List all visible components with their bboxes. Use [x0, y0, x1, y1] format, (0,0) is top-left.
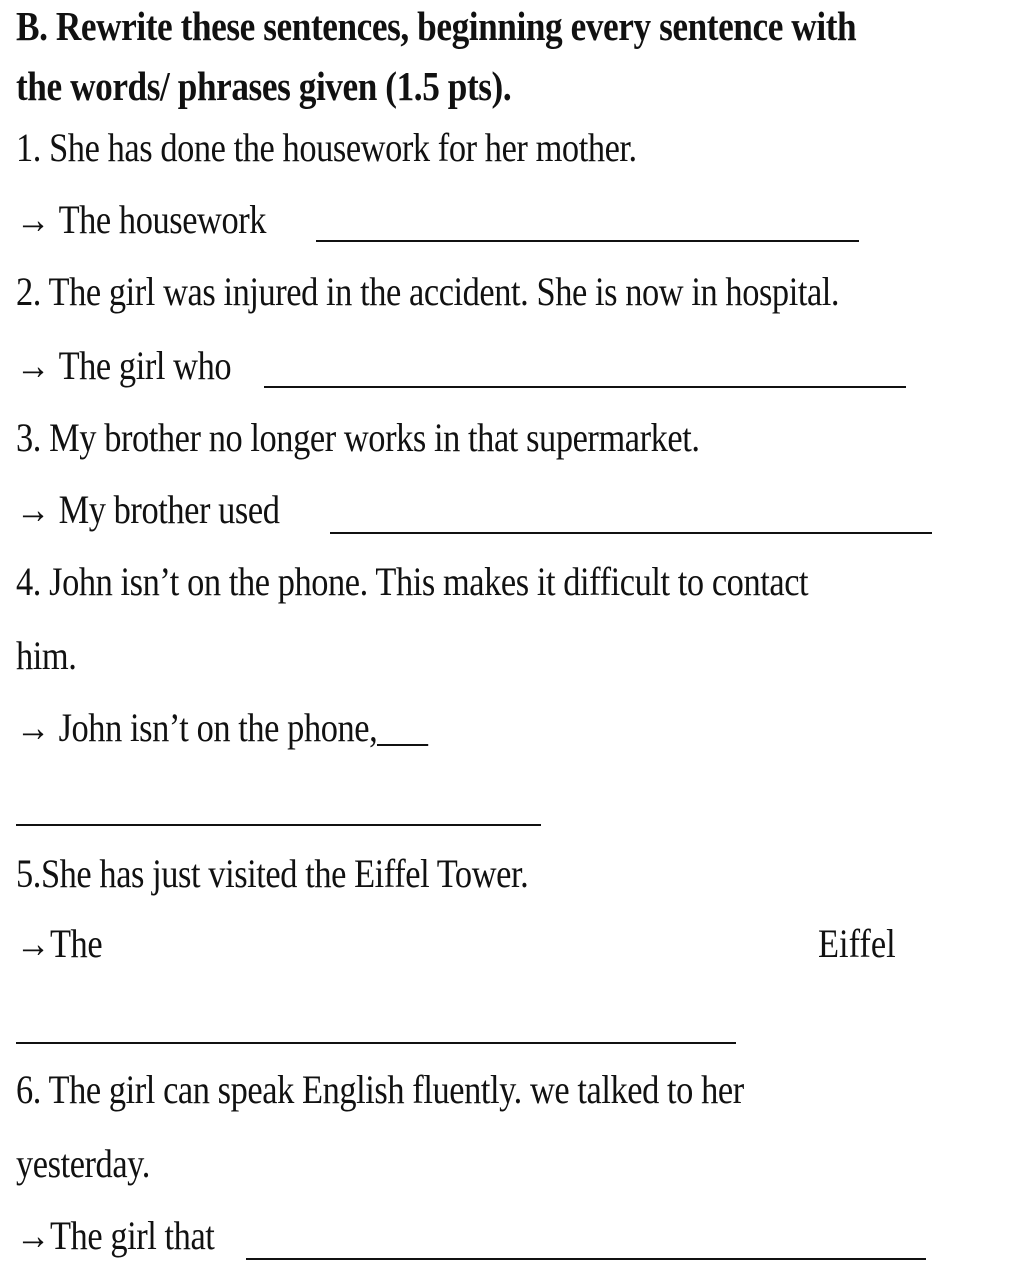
- answer-prompt-3: [16, 486, 280, 534]
- question-4-line-1: 4. John isn’t on the phone. This makes it difficult to contact: [16, 559, 809, 604]
- arrow-icon: →: [16, 705, 50, 750]
- answer-blank-3[interactable]: [330, 532, 932, 534]
- answer-prompt-6: [16, 1212, 214, 1260]
- answer-blank-1[interactable]: [316, 240, 859, 242]
- prompt-text-1: The housework: [58, 197, 267, 242]
- prompt-text-5-right: Eiffel: [818, 921, 896, 966]
- prompt-text-4: John isn’t on the phone,___: [58, 705, 428, 750]
- prompt-text-2: The girl who: [58, 343, 232, 388]
- arrow-icon: →: [16, 1213, 50, 1258]
- answer-prompt-1: [16, 196, 266, 244]
- answer-prompt-2: [16, 342, 231, 390]
- answer-prompt-4: [16, 704, 428, 752]
- answer-blank-2[interactable]: [264, 386, 906, 388]
- prompt-text-5: The: [49, 921, 103, 966]
- prompt-text-6: The girl that: [49, 1213, 215, 1258]
- answer-blank-6[interactable]: [246, 1258, 926, 1260]
- arrow-icon: →: [16, 197, 50, 242]
- arrow-icon: →: [16, 921, 50, 966]
- arrow-icon: →: [16, 343, 50, 388]
- answer-prompt-5: [16, 920, 102, 968]
- question-2: 2. The girl was injured in the accident. She is now in hospital.: [16, 269, 840, 314]
- question-6-line-1: 6. The girl can speak English fluently. we talked to her: [16, 1067, 744, 1112]
- arrow-icon: →: [16, 487, 50, 532]
- question-5: 5.She has just visited the Eiffel Tower.: [16, 851, 529, 896]
- question-3: 3. My brother no longer works in that supermarket.: [16, 415, 700, 460]
- section-heading-line-1: B. Rewrite these sentences, beginning every sentence with: [16, 3, 857, 49]
- question-6-line-2: yesterday.: [16, 1141, 150, 1186]
- answer-blank-5[interactable]: [16, 1042, 736, 1044]
- answer-blank-4[interactable]: [16, 824, 541, 826]
- prompt-text-3: My brother used: [58, 487, 280, 532]
- section-heading-line-2: the words/ phrases given (1.5 pts).: [16, 63, 512, 109]
- question-4-line-2: him.: [16, 633, 77, 678]
- question-1: 1. She has done the housework for her mother.: [16, 125, 637, 170]
